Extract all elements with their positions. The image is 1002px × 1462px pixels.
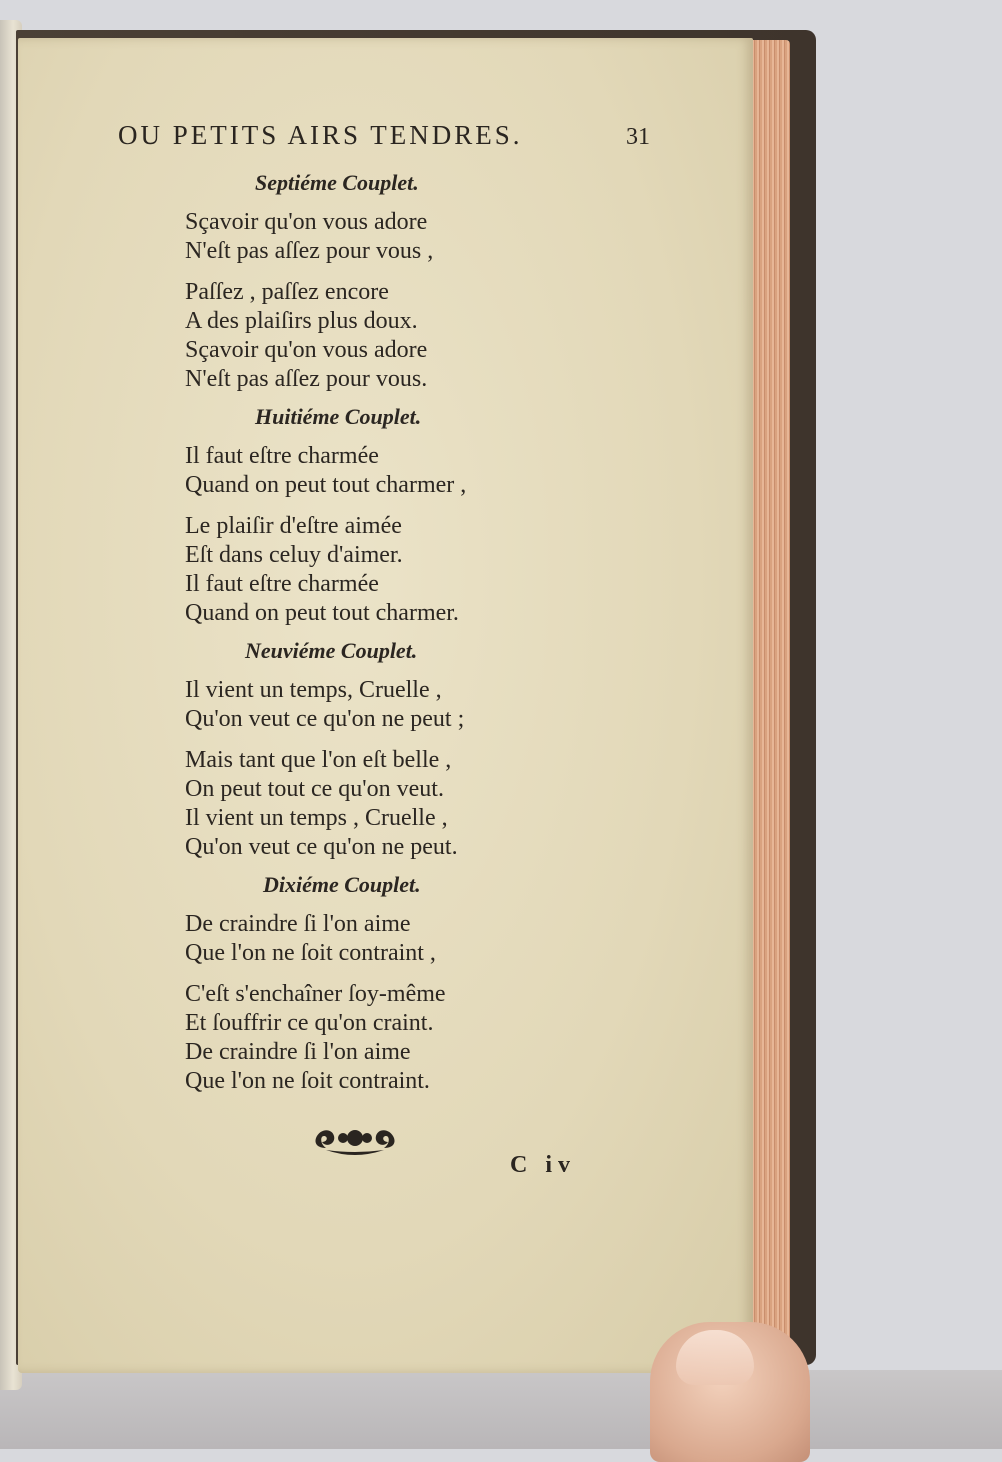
couplet-heading: Dixiéme Couplet. [263, 872, 421, 897]
verse-line: Il vient un temps, Cruelle , [185, 677, 442, 703]
verse-line: Sçavoir qu'on vous adore [185, 209, 428, 235]
verse-line: Il faut eſtre charmée [185, 571, 379, 597]
verse-line: N'eſt pas aſſez pour vous. [185, 366, 428, 392]
verse-line: Sçavoir qu'on vous adore [185, 337, 428, 363]
couplet-heading: Huitiéme Couplet. [255, 404, 422, 429]
verse-line: De craindre ſi l'on aime [185, 1039, 411, 1065]
verse-line: Le plaiſir d'eſtre aimée [185, 513, 402, 539]
verse-line: A des plaiſirs plus doux. [185, 308, 418, 334]
running-head: OU PETITS AIRS TENDRES. [118, 120, 523, 150]
couplet-heading: Neuviéme Couplet. [245, 638, 418, 663]
verse-line: N'eſt pas aſſez pour vous , [185, 238, 434, 264]
verse-line: Mais tant que l'on eſt belle , [185, 747, 452, 773]
couplet-heading: Septiéme Couplet. [255, 170, 419, 195]
verse-line: Que l'on ne ſoit contraint , [185, 940, 436, 966]
verse-line: Qu'on veut ce qu'on ne peut. [185, 834, 458, 860]
verse-line: Il faut eſtre charmée [185, 443, 379, 469]
verse-line: Que l'on ne ſoit contraint. [185, 1068, 430, 1094]
verse-line: Et ſouffrir ce qu'on craint. [185, 1010, 434, 1036]
table-surface [0, 1370, 1002, 1449]
song-text [185, 168, 605, 1096]
verse-line: Il vient un temps , Cruelle , [185, 805, 448, 831]
verse-line: Quand on peut tout charmer , [185, 472, 467, 498]
verse-line: Qu'on veut ce qu'on ne peut ; [185, 706, 465, 732]
floral-ornament-icon [312, 1124, 398, 1158]
verse-line: Paſſez , paſſez encore [185, 279, 389, 305]
verse-line: Eſt dans celuy d'aimer. [185, 542, 403, 568]
verse-line: On peut tout ce qu'on veut. [185, 776, 444, 802]
verse-line: C'eſt s'enchaîner ſoy-même [185, 981, 446, 1007]
page-number: 31 [626, 124, 650, 150]
signature-mark: C iv [510, 1152, 576, 1178]
verse-line: De craindre ſi l'on aime [185, 911, 411, 937]
verse-line: Quand on peut tout charmer. [185, 600, 459, 626]
